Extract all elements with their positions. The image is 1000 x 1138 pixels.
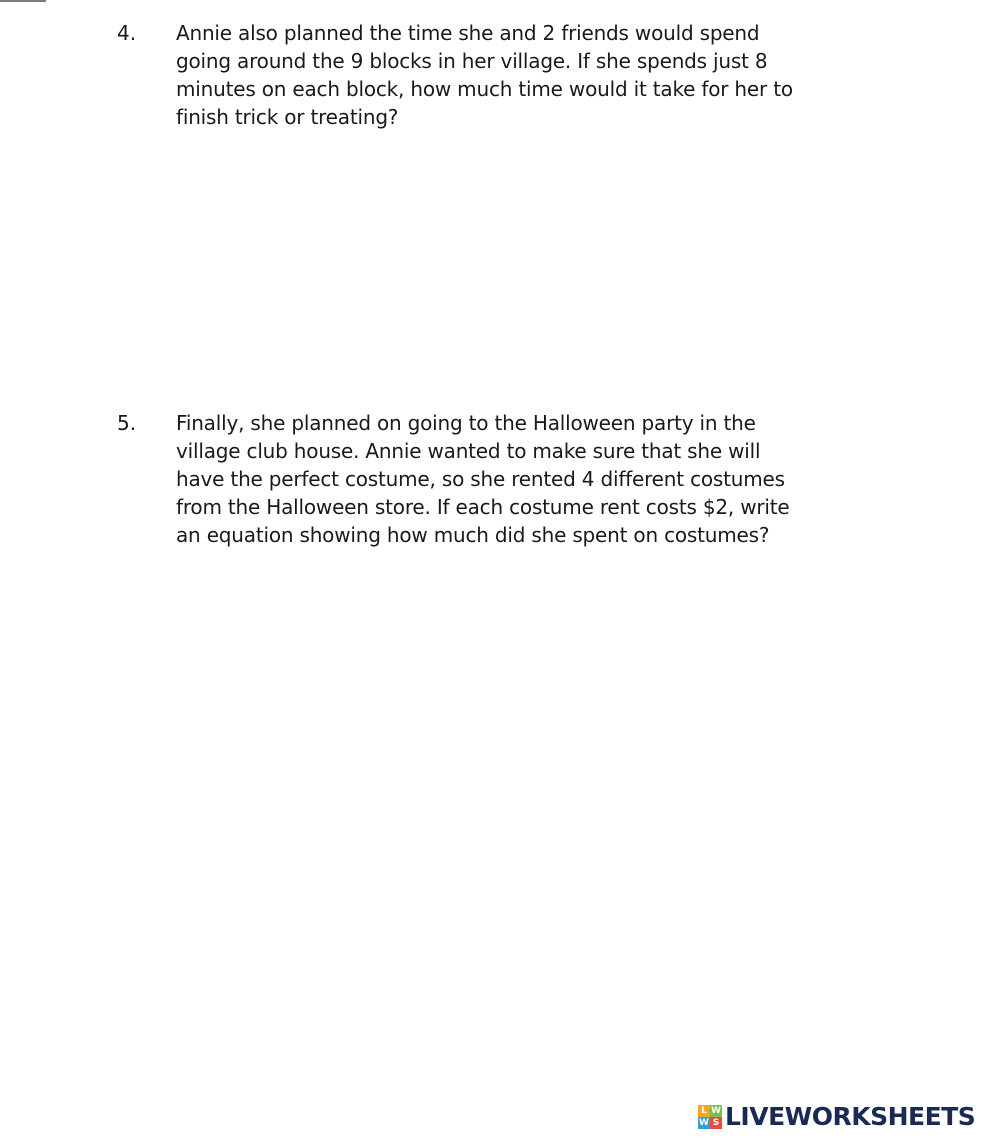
liveworksheets-brand xyxy=(698,1102,975,1132)
logo-tile: W xyxy=(699,1117,709,1128)
question-text-line: have the perfect costume, so she rented 4 different costumes xyxy=(176,467,785,491)
question-number: 5. xyxy=(117,411,137,435)
question-text-line: from the Halloween store. If each costume rent costs $2, write xyxy=(176,495,790,519)
question-text-line: going around the 9 blocks in her village. If she spends just 8 xyxy=(176,49,768,73)
logo-tile: W xyxy=(711,1105,721,1116)
liveworksheets-logo-icon xyxy=(698,1105,722,1129)
brand-name: LIVEWORKSHEETS xyxy=(725,1102,976,1131)
question-text-line: Finally, she planned on going to the Halloween party in the xyxy=(176,411,756,435)
question-text-line: village club house. Annie wanted to make sure that she will xyxy=(176,439,761,463)
question-text-line: an equation showing how much did she spent on costumes? xyxy=(176,523,770,547)
question-text xyxy=(176,409,896,549)
question-number: 4. xyxy=(117,21,137,45)
question-text-line: finish trick or treating? xyxy=(176,105,399,129)
logo-tile: S xyxy=(710,1117,722,1129)
logo-tile: L xyxy=(698,1105,710,1117)
question-text xyxy=(176,19,896,131)
question-text-line: minutes on each block, how much time would it take for her to xyxy=(176,77,793,101)
scan-corner-mark xyxy=(0,0,46,2)
question-text-line: Annie also planned the time she and 2 friends would spend xyxy=(176,21,760,45)
